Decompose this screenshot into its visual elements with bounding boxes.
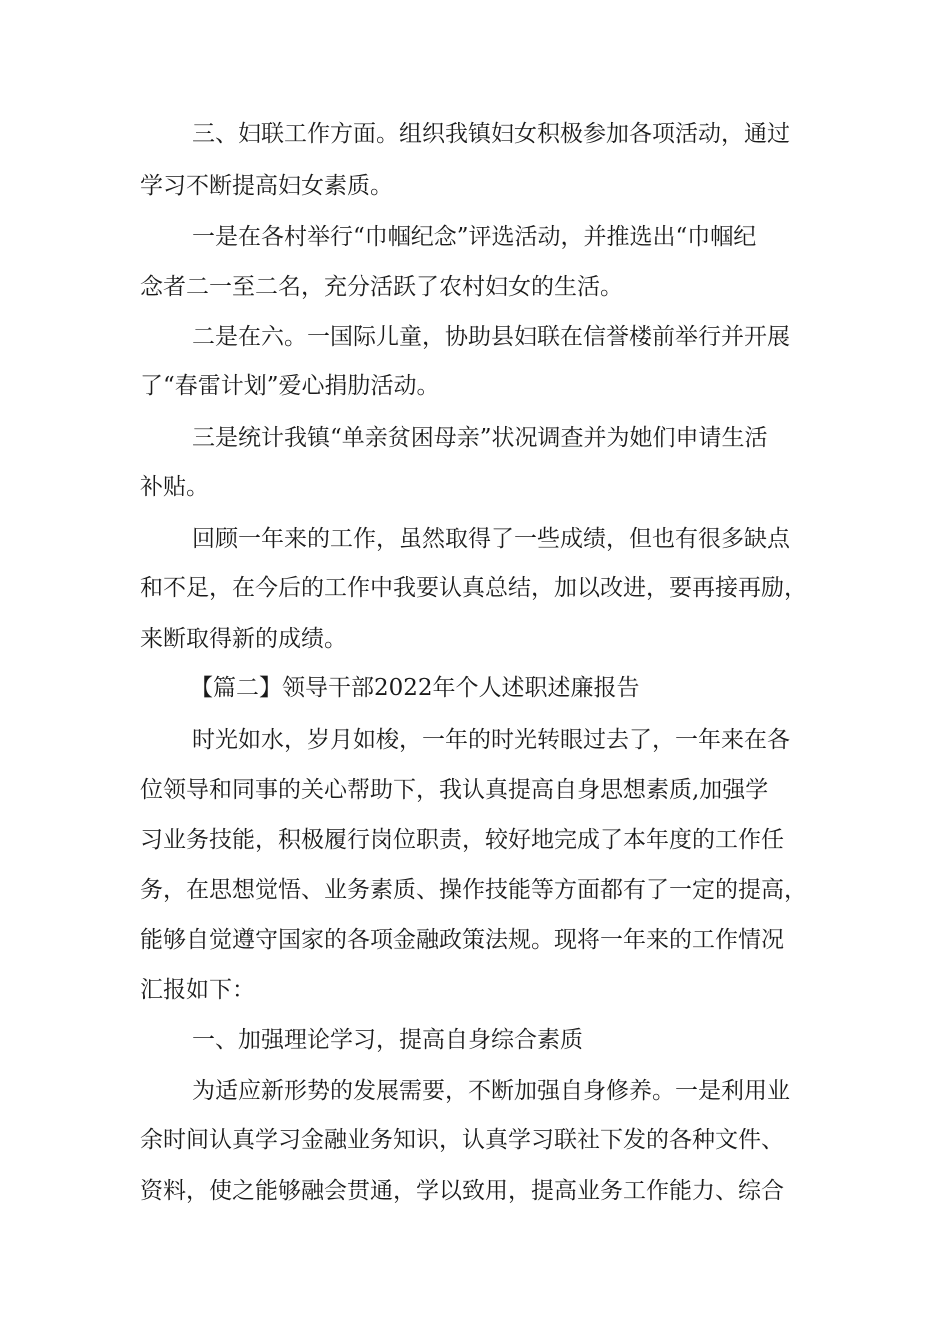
subsection-heading: 一、加强理论学习，提高自身综合素质 xyxy=(192,1027,583,1053)
paragraph-line: 为适应新形势的发展需要，不断加强自身修养。一是利用业 xyxy=(192,1078,790,1104)
paragraph-line: 时光如水，岁月如梭，一年的时光转眼过去了，一年来在各 xyxy=(192,727,790,753)
paragraph-line: 余时间认真学习金融业务知识，认真学习联社下发的各种文件、 xyxy=(140,1127,784,1153)
paragraph-line: 习业务技能，积极履行岗位职责，较好地完成了本年度的工作任 xyxy=(140,827,784,853)
paragraph-line: 念者二一至二名，充分活跃了农村妇女的生活。 xyxy=(140,274,623,300)
paragraph-line: 学习不断提高妇女素质。 xyxy=(140,173,393,199)
paragraph-line: 三是统计我镇“单亲贫困母亲”状况调查并为她们申请生活 xyxy=(192,425,768,451)
paragraph-line: 和不足，在今后的工作中我要认真总结，加以改进，要再接再励， xyxy=(140,575,807,601)
paragraph-line: 位领导和同事的关心帮助下，我认真提高自身思想素质,加强学 xyxy=(140,777,769,803)
paragraph-line: 回顾一年来的工作，虽然取得了一些成绩，但也有很多缺点 xyxy=(192,526,790,552)
paragraph-line: 一是在各村举行“巾帼纪念”评选活动，并推选出“巾帼纪 xyxy=(192,224,757,250)
section-heading: 【篇二】领导干部2022年个人述职述廉报告 xyxy=(190,675,640,701)
paragraph-line: 能够自觉遵守国家的各项金融政策法规。现将一年来的工作情况 xyxy=(140,927,784,953)
paragraph-line: 补贴。 xyxy=(140,474,209,500)
paragraph-line: 资料，使之能够融会贯通，学以致用，提高业务工作能力、综合 xyxy=(140,1178,784,1204)
paragraph-line: 了“春雷计划”爱心捐肋活动。 xyxy=(140,373,440,399)
paragraph-line: 汇报如下： xyxy=(140,977,255,1003)
paragraph-line: 三、妇联工作方面。组织我镇妇女积极参加各项活动，通过 xyxy=(192,121,790,147)
paragraph-line: 来断取得新的成绩。 xyxy=(140,626,347,652)
paragraph-line: 二是在六。一国际儿童，协助县妇联在信誉楼前举行并开展 xyxy=(192,324,790,350)
paragraph-line: 务，在思想觉悟、业务素质、操作技能等方面都有了一定的提高， xyxy=(140,877,807,903)
